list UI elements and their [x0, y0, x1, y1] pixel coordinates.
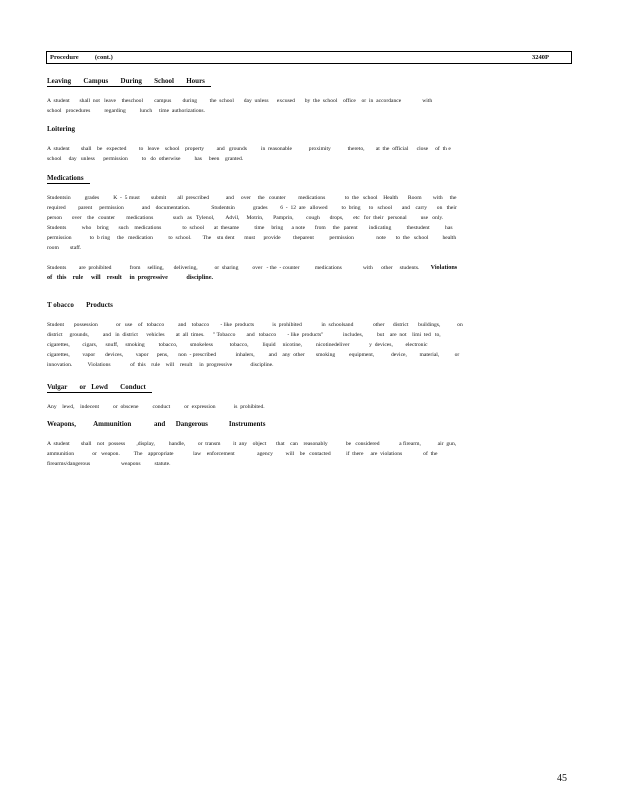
text-line: required parent permission and documentation. Studentsin grades 6 - 12 are allowed to bring to school and carry on their: [47, 205, 457, 211]
text-line: ammunition or weapon. The appropriate law enforcement agency will be contacted if there are violations of the: [47, 451, 438, 457]
text-line: Any lewd, indecent or obscene conduct or expression is prohibited.: [47, 404, 265, 410]
text-line: firearms/dangerous weapons statute.: [47, 461, 171, 467]
violations-label: Violations: [430, 264, 458, 271]
text-line: Studentsin grades K - 5 must submit all prescribed and over the counter medications to the school Health Room with the: [47, 195, 457, 201]
text-line: district grounds, and in district vehicles at all times. " Tobacco and tobacco - like products" includes, but are not limi ted to,: [47, 332, 441, 338]
text-line: A student shall not leave theschool campus during the school day unless excused by the school office or in accordance with: [47, 98, 433, 104]
heading-vulgar-conduct: Vulgar or Lewd Conduct: [47, 383, 152, 393]
text-line: school procedures regarding lunch time authorizations.: [47, 108, 205, 114]
procedure-label: Procedure (cont.): [50, 54, 113, 61]
text-line: school day unless permission to do otherwise has been granted.: [47, 156, 244, 162]
text-line: A student shall be expected to leave school property and grounds in reasonable proximity thereto, at the official close of th e: [47, 146, 451, 152]
text-line: person over the counter medications such as Tylenol, Advil, Motrin, Pamprin, cough drops, etc for their personal use only.: [47, 215, 444, 221]
text-segment: Students are prohibited from selling, delivering, or sharing over - the - counter medications with other students.: [47, 265, 420, 271]
section-leaving-campus: [47, 70, 567, 116]
section-tobacco: [47, 294, 567, 370]
text-line: room staff.: [47, 245, 82, 251]
section-medications: [47, 167, 567, 283]
text-line: [47, 263, 567, 273]
section-vulgar-conduct: [47, 376, 567, 412]
text-line: permission to b ring the medication to school. The stu dent must provide theparent permission note to the school health: [47, 235, 457, 241]
text-line: Students who bring such medications to school at thesame time bring a note from the parent indicating thestudent has: [47, 225, 453, 231]
page-number: 45: [557, 773, 567, 784]
text-line: cigarettes, cigars, snuff, smoking tobacco, smokeless tobacco, liquid nicotine, nicotinedeliver y devices, electronic: [47, 342, 428, 348]
procedure-header: [46, 51, 572, 64]
text-line: cigarettes, vapor devices, vapor pens, non - prescribed inhalers, and any other smoking equipment, device, material, or: [47, 352, 460, 358]
section-weapons: [47, 413, 567, 469]
text-line: A student shall not possess ,display, handle, or transm it any object that can reasonably be considered a firearm, air gun,: [47, 441, 457, 447]
violations-line: of this rule will result in progressive discipline.: [47, 274, 214, 281]
text-line: innovation. Violations of this rule will result in progressive discipline.: [47, 362, 274, 368]
heading-leaving-campus: Leaving Campus During School Hours: [47, 77, 211, 87]
section-loitering: [47, 118, 567, 164]
heading-loitering: Loitering: [47, 125, 75, 133]
policy-number: 3240P: [532, 54, 549, 61]
text-line: Student possession or use of tobacco and tobacco - like products is prohibited in schoolsand other district buildings, on: [47, 322, 463, 328]
heading-weapons: Weapons, Ammunition and Dangerous Instruments: [47, 420, 266, 428]
heading-medications: Medications: [47, 174, 90, 184]
heading-tobacco: T obacco Products: [47, 301, 113, 309]
